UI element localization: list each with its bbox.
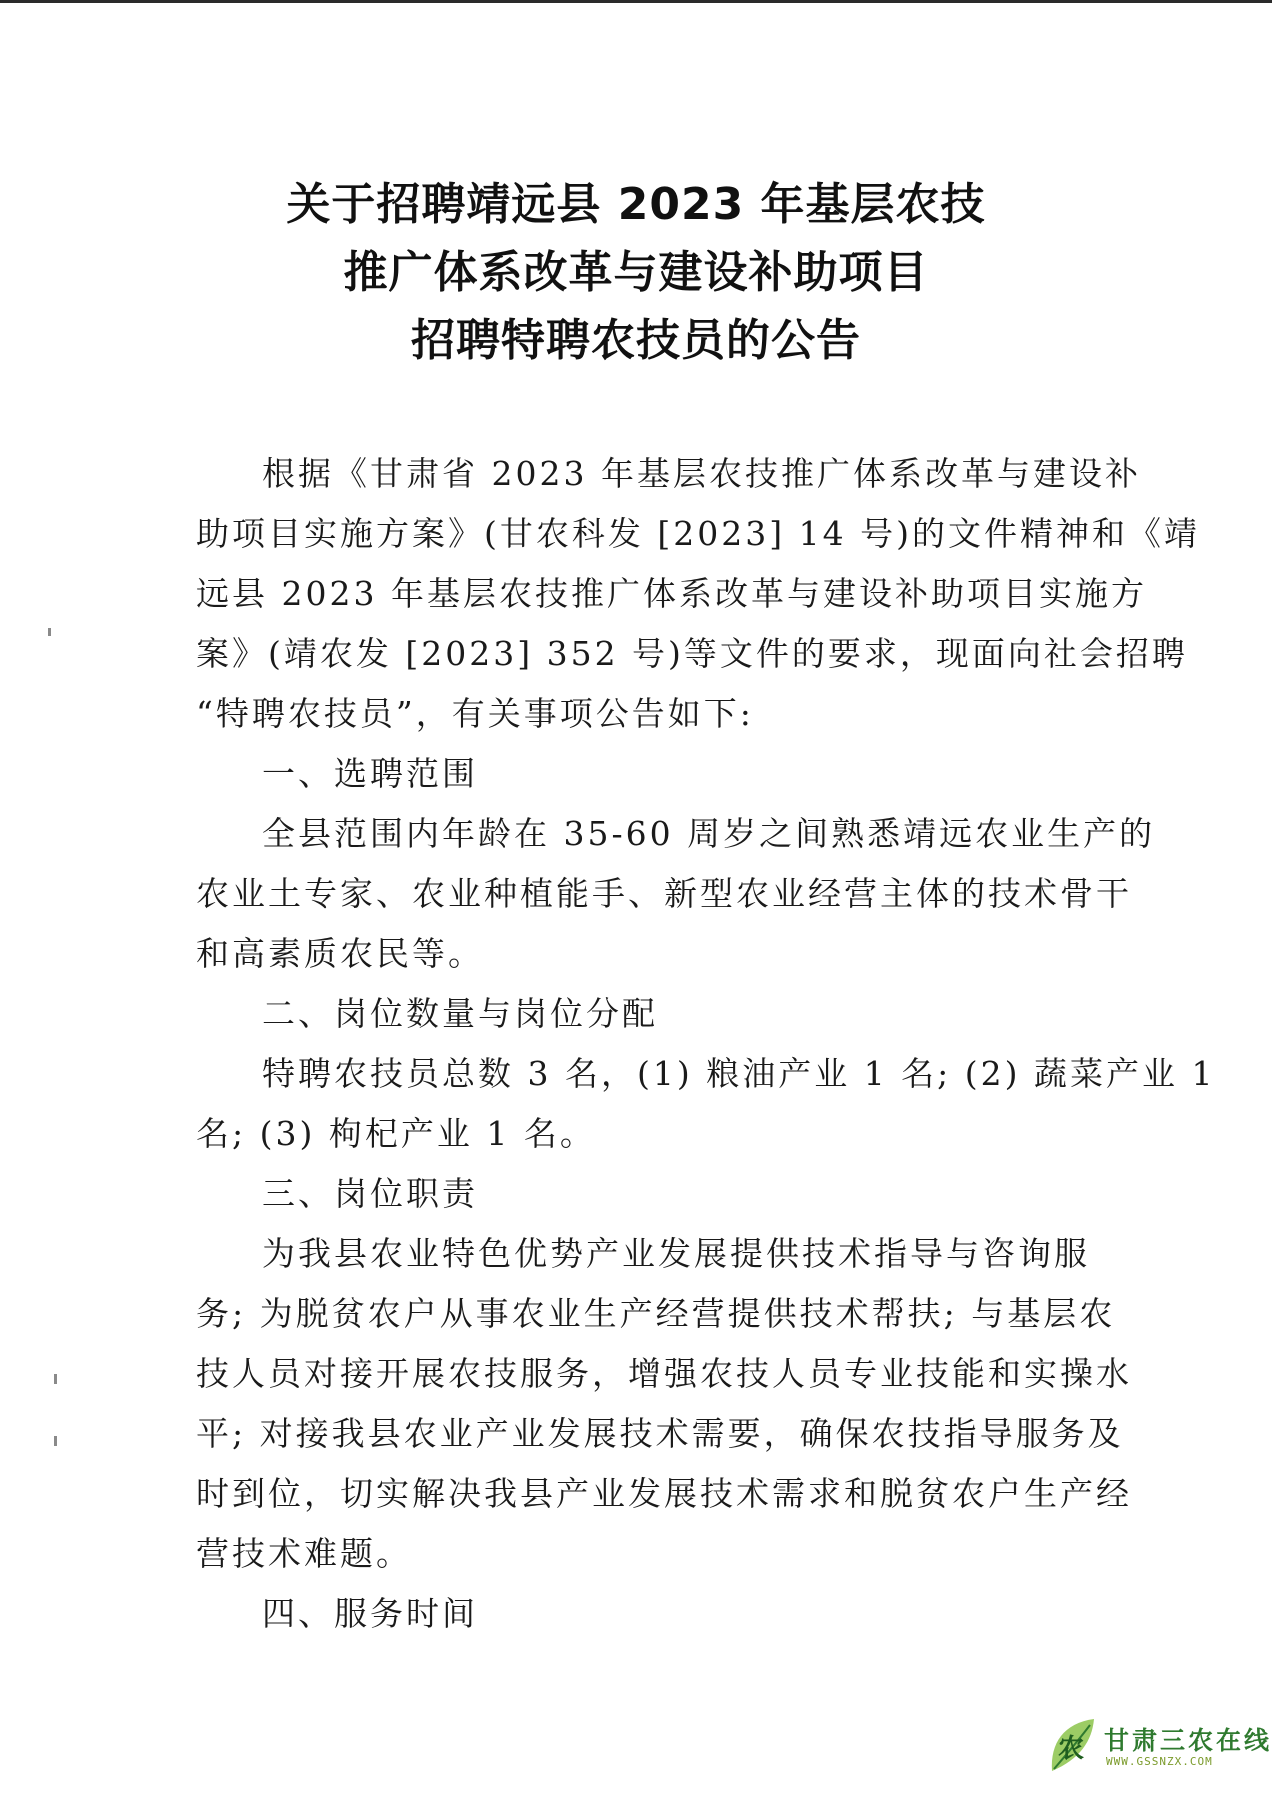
section-heading-scope: 一、选聘范围: [262, 754, 478, 793]
scan-speck: [48, 628, 51, 636]
site-watermark: [1044, 1709, 1272, 1779]
intro-line: 根据《甘肃省 2023 年基层农技推广体系改革与建设补: [262, 454, 1141, 493]
section2-line: 特聘农技员总数 3 名，(1) 粮油产业 1 名; (2) 蔬菜产业 1: [262, 1054, 1216, 1093]
section2-line: 名; (3) 枸杞产业 1 名。: [196, 1114, 596, 1153]
section1-line: 和高素质农民等。: [196, 934, 484, 973]
scan-speck: [54, 1436, 57, 1446]
watermark-site-url: WWW.GSSNZX.COM: [1106, 1755, 1213, 1768]
section-heading-positions: 二、岗位数量与岗位分配: [262, 994, 658, 1033]
section-heading-service-time: 四、服务时间: [262, 1594, 478, 1633]
section3-line: 务; 为脱贫农户从事农业生产经营提供技术帮扶; 与基层农: [196, 1294, 1116, 1333]
section3-line: 时到位，切实解决我县产业发展技术需求和脱贫农户生产经: [196, 1474, 1132, 1513]
document-title-line-3: 招聘特聘农技员的公告: [411, 315, 861, 366]
section-heading-duties: 三、岗位职责: [262, 1174, 478, 1213]
section3-line: 平; 对接我县农业产业发展技术需要，确保农技指导服务及: [196, 1414, 1124, 1453]
section1-line: 全县范围内年龄在 35-60 周岁之间熟悉靖远农业生产的: [262, 814, 1156, 853]
section1-line: 农业土专家、农业种植能手、新型农业经营主体的技术骨干: [196, 874, 1132, 913]
document-title-line-1: 关于招聘靖远县 2023 年基层农技: [286, 179, 986, 230]
section3-line: 为我县农业特色优势产业发展提供技术指导与咨询服: [262, 1234, 1090, 1273]
scan-speck: [54, 1374, 57, 1384]
intro-line: 远县 2023 年基层农技推广体系改革与建设补助项目实施方: [196, 574, 1147, 613]
intro-line: 案》(靖农发 [2023] 352 号)等文件的要求，现面向社会招聘: [196, 634, 1188, 673]
watermark-site-name: 甘肃三农在线: [1104, 1726, 1272, 1755]
intro-line: “特聘农技员”，有关事项公告如下:: [196, 694, 754, 733]
document-title-line-2: 推广体系改革与建设补助项目: [343, 247, 929, 298]
scan-top-edge: [0, 0, 1272, 3]
wheat-leaf-logo-icon: [1044, 1713, 1108, 1777]
section3-line: 技人员对接开展农技服务，增强农技人员专业技能和实操水: [196, 1354, 1132, 1393]
intro-line: 助项目实施方案》(甘农科发 [2023] 14 号)的文件精神和《靖: [196, 514, 1200, 553]
logo-character: 农: [1058, 1734, 1085, 1764]
section3-line: 营技术难题。: [196, 1534, 412, 1573]
